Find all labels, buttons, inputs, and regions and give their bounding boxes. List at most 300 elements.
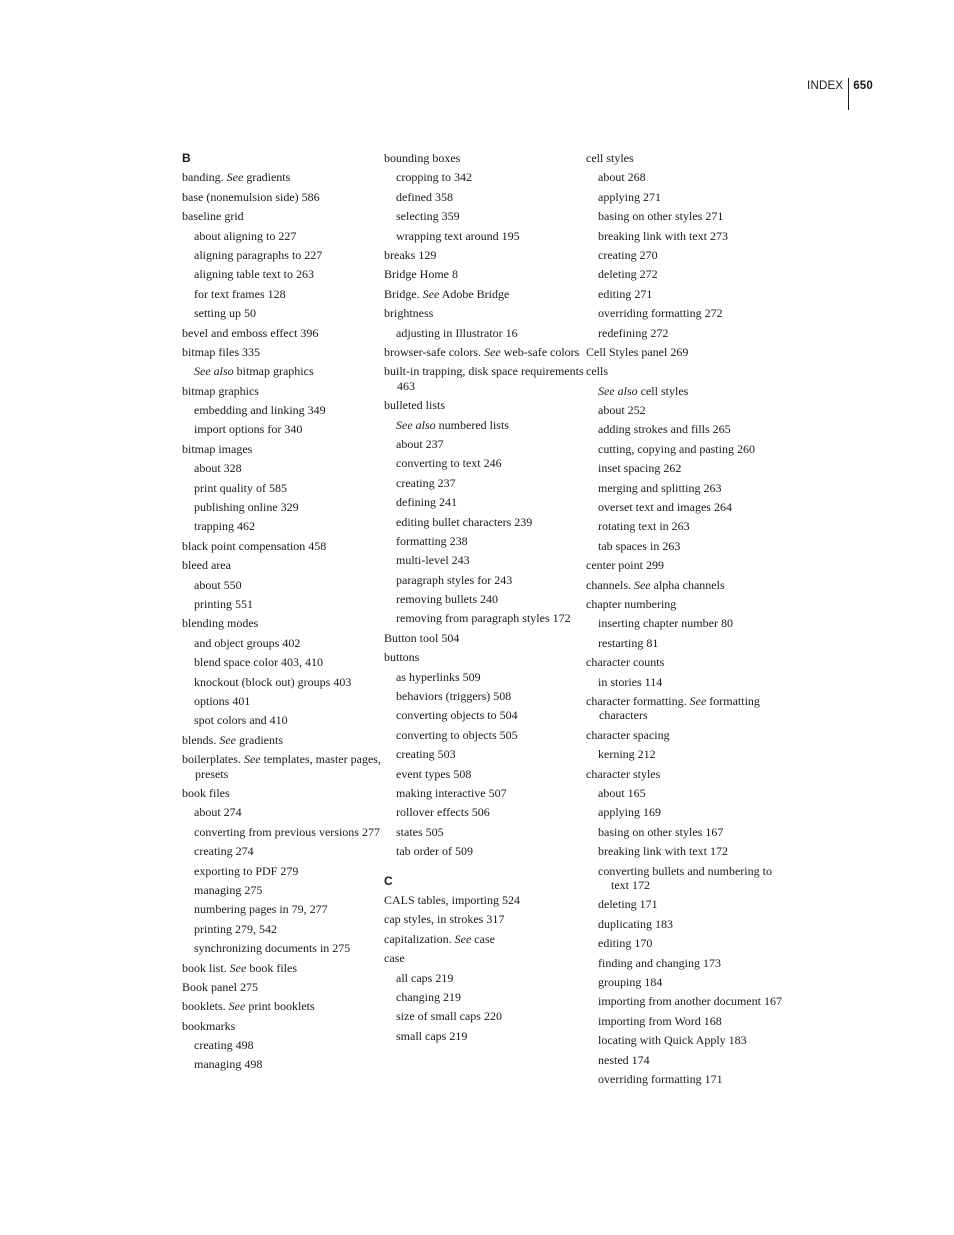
see-reference: See also [598, 383, 638, 398]
entry-text: about 328 [194, 461, 242, 476]
index-subentry [586, 229, 788, 244]
entry-text: creating 503 [396, 747, 456, 762]
index-subentry [586, 917, 788, 932]
entry-text: center point 299 [586, 558, 664, 573]
entry-text: finding and changing 173 [598, 955, 721, 970]
index-subentry [182, 636, 384, 651]
entry-text: editing 170 [598, 936, 653, 951]
index-entry [384, 248, 586, 263]
entry-text: spot colors and 410 [194, 713, 288, 728]
index-subentry [182, 941, 384, 956]
index-subentry [586, 747, 788, 762]
index-entry [384, 951, 586, 966]
index-entry [182, 442, 384, 457]
entry-text: booklets. [182, 999, 226, 1014]
entry-text: bookmarks [182, 1018, 236, 1033]
entry-text: bitmap images [182, 441, 253, 456]
index-subentry [586, 287, 788, 302]
index-subentry [384, 476, 586, 491]
entry-text: about 274 [194, 805, 242, 820]
index-subentry [586, 844, 788, 859]
index-entry [182, 170, 384, 185]
entry-text: duplicating 183 [598, 916, 673, 931]
entry-text: rollover effects 506 [396, 805, 490, 820]
entry-text: editing 271 [598, 286, 653, 301]
entry-text: converting objects to 504 [396, 708, 518, 723]
entry-text: cropping to 342 [396, 170, 472, 185]
index-subentry [384, 786, 586, 801]
cross-reference-target: templates, master pages, presets [195, 752, 381, 781]
index-subentry [384, 611, 586, 626]
index-subentry [586, 267, 788, 282]
cross-reference-target: gradients [239, 732, 283, 747]
index-subentry [384, 1009, 586, 1024]
index-subentry [586, 786, 788, 801]
index-subentry [586, 481, 788, 496]
index-subentry [586, 805, 788, 820]
entry-text: buttons [384, 650, 420, 665]
entry-text: aligning table text to 263 [194, 267, 314, 282]
entry-text: paragraph styles for 243 [396, 572, 513, 587]
running-head [807, 78, 873, 110]
index-subentry [384, 515, 586, 530]
index-columns [182, 151, 788, 1091]
entry-text: breaking link with text 172 [598, 844, 728, 859]
index-subentry [384, 573, 586, 588]
entry-text: Cell Styles panel 269 [586, 344, 689, 359]
index-entry [182, 384, 384, 399]
index-letter-heading: C [384, 873, 393, 888]
entry-text: overriding formatting 272 [598, 306, 723, 321]
index-subentry [586, 500, 788, 515]
index-subentry [586, 403, 788, 418]
see-reference: See also [194, 364, 234, 379]
index-letter-heading: B [182, 151, 191, 165]
entry-text: numbering pages in 79, 277 [194, 902, 328, 917]
entry-text: printing 279, 542 [194, 921, 277, 936]
index-subentry [182, 844, 384, 859]
entry-text: about 237 [396, 436, 444, 451]
entry-text: applying 169 [598, 805, 661, 820]
index-subentry [182, 597, 384, 612]
index-subentry [586, 209, 788, 224]
entry-text: multi-level 243 [396, 553, 470, 568]
cross-reference-target: cell styles [640, 383, 689, 398]
index-subentry [586, 616, 788, 631]
index-subentry [586, 306, 788, 321]
index-subentry [586, 994, 788, 1009]
index-subentry [586, 936, 788, 951]
index-subentry [384, 825, 586, 840]
entry-text: editing bullet characters 239 [396, 514, 533, 529]
index-subentry [384, 326, 586, 341]
index-subentry [384, 767, 586, 782]
index-subentry [182, 422, 384, 437]
entry-text: printing 551 [194, 596, 253, 611]
index-subentry [586, 956, 788, 971]
entry-text: bevel and emboss effect 396 [182, 325, 319, 340]
index-entry [586, 558, 788, 573]
entry-text: adding strokes and fills 265 [598, 422, 731, 437]
see-reference: See [422, 286, 440, 301]
entry-text: kerning 212 [598, 747, 656, 762]
entry-text: about 165 [598, 786, 646, 800]
entry-text: and object groups 402 [194, 635, 301, 650]
entry-text: rotating text in 263 [598, 519, 690, 534]
index-subentry [182, 461, 384, 476]
entry-text: CALS tables, importing 524 [384, 893, 520, 908]
entry-text: synchronizing documents in 275 [194, 941, 351, 956]
entry-text: redefining 272 [598, 325, 669, 340]
index-subentry [182, 306, 384, 321]
index-subentry [586, 539, 788, 554]
index-subentry [182, 287, 384, 302]
entry-text: selecting 359 [396, 209, 460, 224]
index-subentry [384, 670, 586, 685]
entry-text: as hyperlinks 509 [396, 669, 481, 684]
entry-text: book files [182, 786, 230, 800]
index-subentry [182, 675, 384, 690]
entry-text: bleed area [182, 558, 231, 573]
entry-text: converting to text 246 [396, 456, 502, 471]
entry-text: baseline grid [182, 209, 244, 224]
entry-text: options 401 [194, 693, 251, 708]
entry-text: embedding and linking 349 [194, 403, 326, 418]
cross-reference-target: alpha channels [653, 577, 725, 592]
index-subentry [182, 403, 384, 418]
index-subentry [586, 442, 788, 457]
index-subentry [586, 864, 788, 893]
entry-text: tab order of 509 [396, 844, 473, 859]
index-entry [182, 786, 384, 801]
index-subentry [182, 267, 384, 282]
index-subentry [586, 897, 788, 912]
cross-reference-target: book files [249, 960, 297, 975]
entry-text: bounding boxes [384, 151, 461, 165]
entry-text: character formatting. [586, 693, 687, 708]
entry-text: all caps 219 [396, 970, 454, 985]
index-entry [586, 364, 788, 379]
index-entry [384, 151, 586, 166]
see-reference: See [219, 732, 236, 747]
index-subentry [586, 1053, 788, 1068]
entry-text: converting bullets and numbering to text 172 [598, 863, 772, 893]
entry-text: blending modes [182, 616, 259, 631]
entry-text: exporting to PDF 279 [194, 863, 299, 878]
index-entry [384, 631, 586, 646]
index-entry [586, 151, 788, 166]
entry-text: blend space color 403, 410 [194, 655, 323, 670]
see-reference: See also [396, 417, 436, 432]
index-entry [586, 655, 788, 670]
index-subentry [586, 675, 788, 690]
cross-reference-target: numbered lists [438, 417, 509, 432]
index-subentry [182, 902, 384, 917]
entry-text: nested 174 [598, 1052, 650, 1067]
cross-reference-target: formatting characters [599, 693, 760, 723]
index-subentry [384, 495, 586, 510]
entry-text: formatting 238 [396, 533, 468, 548]
index-subentry [182, 805, 384, 820]
entry-text: creating 237 [396, 475, 456, 490]
index-subentry [384, 689, 586, 704]
index-subentry [384, 534, 586, 549]
index-subentry [586, 1033, 788, 1048]
index-subentry [586, 170, 788, 185]
entry-text: bitmap graphics [182, 383, 259, 398]
entry-text: grouping 184 [598, 975, 663, 990]
index-entry [182, 616, 384, 631]
index-subentry [384, 844, 586, 859]
index-subentry [586, 1014, 788, 1029]
index-subentry [182, 500, 384, 515]
index-subentry [586, 190, 788, 205]
see-reference: See [484, 344, 501, 359]
index-entry [384, 345, 586, 360]
index-subentry [182, 1038, 384, 1053]
index-subentry [384, 971, 586, 986]
index-subentry [384, 190, 586, 205]
cross-reference-target: case [474, 931, 495, 946]
entry-text: merging and splitting 263 [598, 480, 722, 495]
entry-text: about 252 [598, 403, 646, 418]
entry-text: deleting 272 [598, 267, 658, 282]
index-subentry [384, 708, 586, 723]
entry-text: Bridge. [384, 286, 420, 301]
entry-text: making interactive 507 [396, 786, 507, 800]
entry-text: deleting 171 [598, 897, 658, 912]
entry-text: import options for 340 [194, 422, 303, 437]
index-subentry [586, 636, 788, 651]
entry-text: tab spaces in 263 [598, 538, 681, 553]
index-subentry [182, 694, 384, 709]
entry-text: managing 498 [194, 1057, 263, 1072]
index-column-2 [384, 151, 586, 1091]
index-subentry [384, 456, 586, 471]
index-entry [384, 893, 586, 908]
index-entry [182, 558, 384, 573]
entry-text: states 505 [396, 824, 444, 839]
index-entry [384, 650, 586, 665]
index-entry [182, 1019, 384, 1034]
index-entry [182, 999, 384, 1014]
index-subentry [182, 248, 384, 263]
entry-text: changing 219 [396, 990, 461, 1005]
index-entry [182, 733, 384, 748]
index-subentry [182, 229, 384, 244]
index-entry [384, 932, 586, 947]
entry-text: restarting 81 [598, 635, 659, 650]
index-entry [384, 364, 586, 393]
entry-text: applying 271 [598, 189, 661, 204]
index-column-3 [586, 151, 788, 1091]
entry-text: defining 241 [396, 495, 457, 510]
entry-text: converting to objects 505 [396, 727, 518, 742]
see-reference: See [229, 960, 247, 975]
index-entry [586, 694, 788, 723]
entry-text: built-in trapping, disk space requirements 463 [384, 364, 584, 393]
entry-text: print quality of 585 [194, 480, 287, 495]
cross-reference-target: Adobe Bridge [441, 286, 510, 301]
index-subentry [384, 170, 586, 185]
entry-text: capitalization. [384, 931, 452, 946]
entry-text: about 550 [194, 577, 242, 592]
page-number: 650 [853, 80, 873, 92]
index-subentry [384, 990, 586, 1005]
index-entry [384, 912, 586, 927]
index-subentry [384, 418, 586, 433]
entry-text: book list. [182, 960, 227, 975]
cross-reference-target: print booklets [248, 999, 315, 1014]
index-subentry [586, 519, 788, 534]
entry-text: managing 275 [194, 882, 263, 897]
entry-text: converting from previous versions 277 [194, 824, 380, 839]
index-entry [586, 728, 788, 743]
index-entry [182, 345, 384, 360]
entry-text: overriding formatting 171 [598, 1071, 723, 1086]
section-label: INDEX [807, 80, 844, 92]
entry-text: in stories 114 [598, 674, 663, 689]
index-entry [182, 190, 384, 205]
entry-text: browser-safe colors. [384, 344, 482, 359]
entry-text: character spacing [586, 727, 670, 742]
entry-text: cutting, copying and pasting 260 [598, 441, 755, 456]
cross-reference-target: bitmap graphics [236, 364, 314, 379]
entry-text: small caps 219 [396, 1028, 468, 1043]
entry-text: cell styles [586, 151, 634, 165]
entry-text: banding. [182, 170, 224, 185]
cross-reference-target: web-safe colors [503, 344, 580, 359]
entry-text: about 268 [598, 170, 646, 185]
entry-text: importing from Word 168 [598, 1013, 722, 1028]
index-subentry [586, 975, 788, 990]
entry-text: setting up 50 [194, 306, 256, 321]
entry-text: basing on other styles 167 [598, 824, 724, 839]
index-subentry [182, 883, 384, 898]
index-subentry [182, 713, 384, 728]
entry-text: knockout (block out) groups 403 [194, 674, 352, 689]
index-subentry [182, 655, 384, 670]
entry-text: aligning paragraphs to 227 [194, 247, 323, 262]
index-subentry [586, 384, 788, 399]
entry-text: basing on other styles 271 [598, 209, 724, 224]
entry-text: for text frames 128 [194, 286, 286, 301]
index-entry [384, 306, 586, 321]
see-reference: See [689, 693, 707, 708]
index-subentry [586, 825, 788, 840]
entry-text: adjusting in Illustrator 16 [396, 325, 518, 340]
entry-text: base (nonemulsion side) 586 [182, 189, 320, 204]
see-reference: See [226, 170, 244, 185]
index-entry [182, 209, 384, 224]
entry-text: publishing online 329 [194, 500, 299, 515]
entry-text: Button tool 504 [384, 630, 460, 645]
index-entry [384, 267, 586, 282]
index-subentry [384, 437, 586, 452]
index-entry [182, 752, 384, 781]
entry-text: bitmap files 335 [182, 344, 260, 359]
entry-text: trapping 462 [194, 519, 255, 534]
index-subentry [384, 229, 586, 244]
index-subentry [384, 728, 586, 743]
index-subentry [182, 864, 384, 879]
index-entry [182, 539, 384, 554]
index-subentry [182, 519, 384, 534]
index-entry [586, 578, 788, 593]
entry-text: inset spacing 262 [598, 461, 682, 476]
index-entry [384, 287, 586, 302]
entry-text: Bridge Home 8 [384, 267, 458, 282]
index-subentry [384, 592, 586, 607]
see-reference: See [228, 999, 246, 1014]
index-subentry [182, 922, 384, 937]
index-subentry [586, 461, 788, 476]
entry-text: brightness [384, 306, 434, 321]
entry-text: bulleted lists [384, 398, 445, 413]
index-entry [586, 597, 788, 612]
index-subentry [384, 1029, 586, 1044]
entry-text: wrapping text around 195 [396, 228, 520, 243]
index-subentry [586, 422, 788, 437]
entry-text: channels. [586, 577, 631, 592]
entry-text: cap styles, in strokes 317 [384, 912, 505, 927]
entry-text: removing from paragraph styles 172 [396, 611, 571, 626]
entry-text: cells [586, 364, 608, 379]
entry-text: case [384, 951, 405, 966]
entry-text: creating 274 [194, 844, 254, 859]
entry-text: locating with Quick Apply 183 [598, 1033, 747, 1048]
entry-text: inserting chapter number 80 [598, 616, 733, 631]
index-subentry [384, 553, 586, 568]
entry-text: size of small caps 220 [396, 1009, 502, 1024]
see-reference: See [243, 752, 261, 767]
entry-text: breaks 129 [384, 247, 437, 262]
entry-text: character styles [586, 766, 661, 781]
index-subentry [586, 326, 788, 341]
index-subentry [182, 481, 384, 496]
index-entry [182, 961, 384, 976]
index-entry [182, 980, 384, 995]
entry-text: creating 270 [598, 247, 658, 262]
index-subentry [182, 364, 384, 379]
entry-text: boilerplates. [182, 752, 241, 767]
index-subentry [586, 1072, 788, 1087]
index-subentry [384, 209, 586, 224]
entry-text: removing bullets 240 [396, 592, 498, 607]
see-reference: See [454, 931, 472, 946]
index-subentry [182, 1057, 384, 1072]
entry-text: breaking link with text 273 [598, 228, 728, 243]
entry-text: importing from another document 167 [598, 994, 782, 1009]
entry-text: overset text and images 264 [598, 500, 732, 515]
cross-reference-target: gradients [246, 170, 291, 185]
entry-text: about aligning to 227 [194, 228, 297, 243]
index-column-1 [182, 151, 384, 1091]
see-reference: See [633, 577, 651, 592]
index-subentry [384, 747, 586, 762]
entry-text: blends. [182, 732, 217, 747]
index-subentry [384, 805, 586, 820]
index-subentry [182, 825, 384, 840]
entry-text: character counts [586, 655, 665, 670]
entry-text: behaviors (triggers) 508 [396, 689, 512, 704]
entry-text: defined 358 [396, 189, 453, 204]
entry-text: Book panel 275 [182, 979, 258, 994]
entry-text: creating 498 [194, 1038, 254, 1053]
index-entry [384, 398, 586, 413]
entry-text: black point compensation 458 [182, 538, 327, 553]
index-entry [586, 767, 788, 782]
